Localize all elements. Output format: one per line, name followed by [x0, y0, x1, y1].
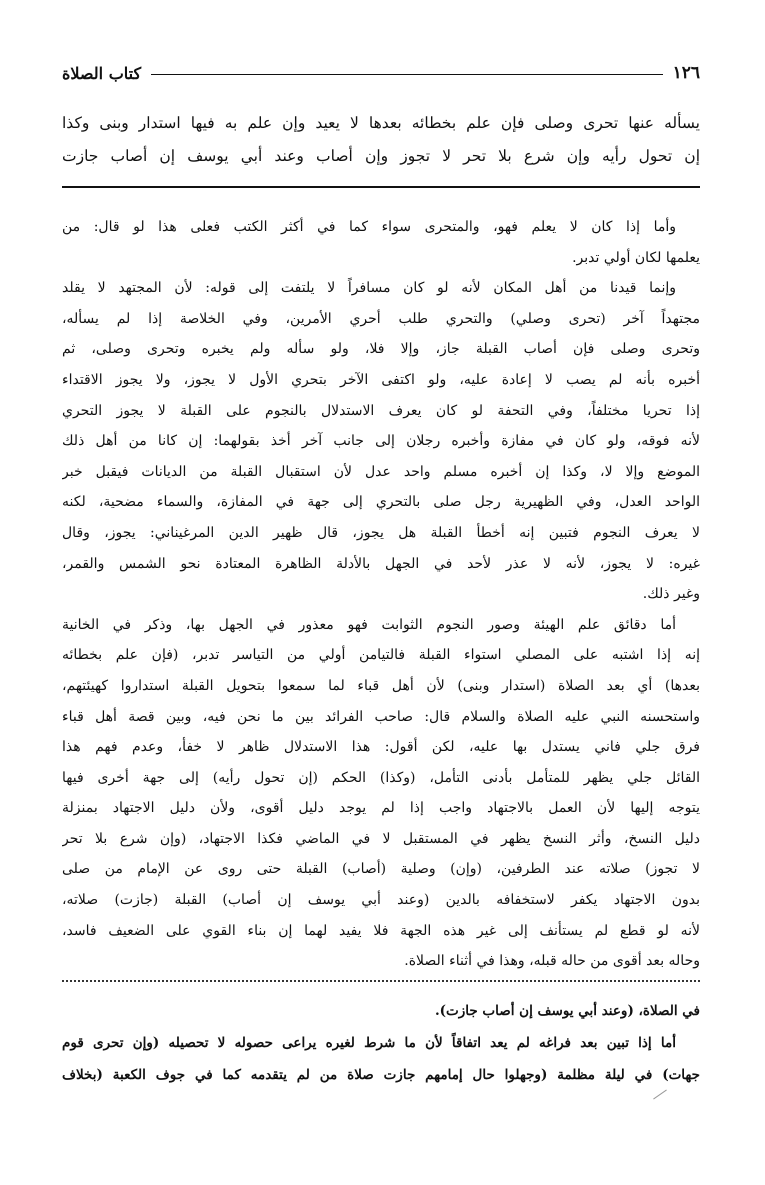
commentary-line: لا يعرف النجوم فتبين إنه أخطأ القبلة هل يجوز، قال ظهير الدين المرغيناني: يجوز، وقال — [62, 524, 700, 541]
footnote-line: جهات) في ليلة مظلمة (وجهلوا حال إمامهم جازت صلاة من لم يتقدمه كما في جوف الكعبة (بخلاف — [62, 1067, 700, 1083]
commentary-line: غيره: لا يجوز، لأنه لا عذر لأحد في الجهل بالأدلة الظاهرة المعتادة نحو الشمس والقمر، — [62, 555, 700, 572]
dotted-separator — [62, 980, 700, 982]
commentary-line: يتوجه إليها لأن العمل بالاجتهاد واجب إذا لم يوجد دليل أقوى، ولأن دليل الاجتهاد بمنزلة — [62, 800, 700, 817]
book-title: كتاب الصلاة — [62, 63, 142, 83]
commentary-line: وحاله بعد أقوى من حاله قبله، وهذا في أثناء الصلاة. — [404, 953, 700, 970]
commentary-line: يعلمها لكان أولي تدبر. — [572, 249, 700, 266]
commentary-line: بدون الاجتهاد يكفر لاستخفافه بالدين (وعند أبي يوسف إن أصاب) القبلة (جازت) صلاته، — [62, 892, 700, 909]
commentary-line: فرق جلي فاني يستدل بها عليه، لكن أقول: هذا الاستدلال ظاهر لا خفأ، وعدم فهم هذا — [62, 739, 700, 756]
matn-line: إن تحول رأيه وإن شرع بلا تحر لا تجوز وإن أصاب وعند أبي يوسف إن أصاب جازت — [62, 147, 700, 165]
commentary-line: وإنما قيدنا من أهل المكان لأنه لو كان مسافراً لا يلتفت إلى قوله: لأن المجتهد لا يقلد — [62, 280, 676, 297]
commentary-line: أخبره بأنه لم يصب لا إعادة عليه، ولو اكتفى الآخر بتحري الأول لا يجوز، ولا يجوز الاقتداء — [62, 371, 700, 388]
matn-line: يسأله عنها تحرى وصلى فإن علم بخطائه بعدها لا يعيد وإن علم به فيها استدار وبنى وكذا — [62, 114, 700, 132]
commentary-line: لأنه لو قطع لم يستأنف إلى غير هذه الجهة فلا يفيد لهما إن بناء القوي على الضعيف فاسد، — [62, 922, 700, 939]
header-rule — [151, 74, 663, 75]
footnote-line: في الصلاة، (وعند أبي يوسف إن أصاب جازت). — [434, 1003, 700, 1019]
commentary-line: الواحد العدل، وفي الظهيرية رجل صلى بالتحري إلى جهة في المفازة، والسماء مضحية، لكنه — [62, 494, 700, 511]
commentary-line: لأنه فوقه، ولو كان في مفازة وأخبره رجلان إلى جانب آخر أخذ بقولهما: إن كانا من أهل ذلك — [62, 433, 700, 450]
commentary-line: أما دقائق علم الهيئة وصور النجوم الثوابت فهو معذور في الجهل بها، وذكر في الخانية — [62, 616, 676, 633]
commentary-line: بعدها) أي بعد الصلاة (استدار وبنى) لأن أهل قباء لما سمعوا بتحويل القبلة استداروا كهيئتهم، — [62, 677, 700, 694]
commentary-line: لا تجوز) صلاته عند الطرفين، (وإن) وصلية (أصاب) القبلة حتى روى عن الإمام من صلى — [62, 861, 700, 878]
commentary-line: وتحرى وصلى فإن أصاب القبلة جاز، وإلا فلا، ولو سأله ولم يخبره وتحرى وصلى، ثم — [62, 341, 700, 358]
page-number: ١٢٦ — [672, 63, 700, 83]
commentary-line: وأما إذا كان لا يعلم فهو، والمتحرى سواء كما في أكثر الكتب فعلى هذا لو قال: من — [62, 219, 676, 235]
commentary-line: دليل النسخ، وأثر النسخ يظهر في المستقبل لا في الماضي فكذا الاجتهاد، (وإن شرع بلا تحر — [62, 830, 700, 847]
commentary-line: القائل جلي يظهر للمتأمل بأدنى التأمل، (وكذا) الحكم (إن تحول رأيه) إلى جهة أخرى فيها — [62, 769, 700, 786]
commentary-line: الموضع وإلا لا، وكذا إن أخبره مسلم واحد عدل لأن استقبال القبلة من الديانات فيقبل خبر — [62, 463, 700, 480]
footnote-text — [62, 995, 700, 1091]
page-header — [62, 58, 700, 88]
commentary-line: مجتهداً آخر (تحرى وصلي) والتحري طلب أحري الأمرين، وفي الخلاصة إذا لم يسأله، — [62, 310, 700, 327]
footnote-line: أما إذا تبين بعد فراغه لم يعد اتفاقاً لأن ما شرط لغيره يراعى حصوله لا تحصيله (وإن تحرى قوم — [62, 1035, 676, 1051]
commentary-line: إنه إذا اشتبه على المصلي استواء القبلة فالتيامن أولي من التياسر تدبر، (فإن علم بخطائه — [62, 647, 700, 664]
pen-mark — [653, 1090, 667, 1100]
commentary-line: واستحسنه النبي عليه الصلاة والسلام قال: صاحب الفرائد بين ما نحن فيه، وبين قصة أهل قباء — [62, 708, 700, 725]
commentary-line: إذا تحريا مختلفاً، وفي التحفة لو كان يعرف الاستدلال بالنجوم على القبلة لا يجوز التحري — [62, 402, 700, 419]
commentary-text — [62, 212, 700, 977]
commentary-line: وغير ذلك. — [642, 586, 700, 603]
matn-text — [62, 107, 700, 173]
matn-separator — [62, 186, 700, 188]
